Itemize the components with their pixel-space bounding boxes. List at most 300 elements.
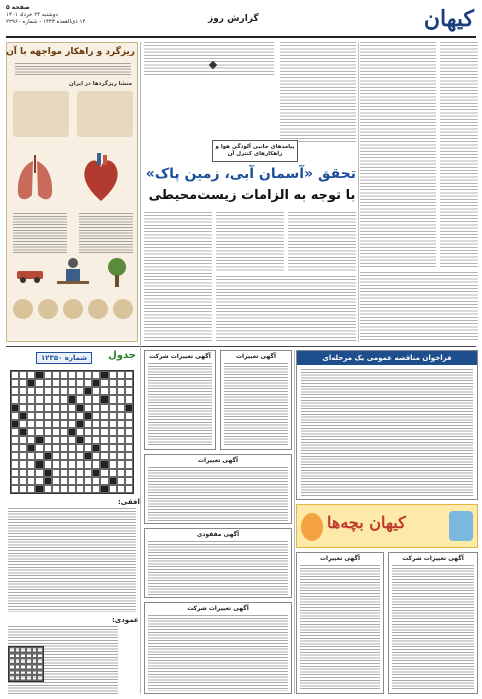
crossword-cell[interactable]	[44, 412, 52, 420]
notice-box	[144, 454, 292, 524]
text-column	[280, 42, 356, 142]
crossword-cell[interactable]	[92, 371, 100, 379]
crossword-cell[interactable]	[100, 387, 108, 395]
crossword-cell[interactable]	[117, 452, 125, 460]
crossword-cell[interactable]	[92, 436, 100, 444]
crossword-cell[interactable]	[27, 395, 35, 403]
crossword-cell[interactable]	[52, 452, 60, 460]
crossword-cell[interactable]	[68, 444, 76, 452]
notice-body	[148, 615, 288, 691]
crossword-cell[interactable]	[44, 404, 52, 412]
tree-icon	[105, 257, 129, 287]
crossword-cell[interactable]	[52, 477, 60, 485]
crossword-cell[interactable]	[117, 379, 125, 387]
crossword-cell[interactable]	[125, 485, 133, 493]
crossword-cell[interactable]	[84, 395, 92, 403]
page-number: صفحه ۵	[6, 4, 30, 11]
crossword-cell[interactable]	[27, 460, 35, 468]
tender-ad	[296, 350, 478, 500]
crossword-cell[interactable]	[76, 452, 84, 460]
crossword-cell[interactable]	[52, 469, 60, 477]
lungs-icon	[15, 155, 55, 205]
crossword-cell[interactable]	[76, 371, 84, 379]
crossword-cell[interactable]	[27, 485, 35, 493]
crossword-cell[interactable]	[60, 412, 68, 420]
crossword-cell[interactable]	[60, 420, 68, 428]
crossword-cell[interactable]	[19, 387, 27, 395]
crossword-cell[interactable]	[11, 469, 19, 477]
crossword-cell[interactable]	[100, 371, 108, 379]
crossword-cell[interactable]	[11, 387, 19, 395]
crossword-cell[interactable]	[92, 395, 100, 403]
crossword-cell[interactable]	[109, 387, 117, 395]
crossword-cell[interactable]	[109, 420, 117, 428]
crossword-cell[interactable]	[35, 379, 43, 387]
crossword-cell[interactable]	[125, 452, 133, 460]
crossword-cell[interactable]	[27, 428, 35, 436]
crossword-cell[interactable]	[125, 436, 133, 444]
crossword-cell[interactable]	[109, 412, 117, 420]
crossword-cell[interactable]	[44, 379, 52, 387]
crossword-cell[interactable]	[84, 477, 92, 485]
crossword-cell[interactable]	[68, 460, 76, 468]
crossword-cell[interactable]	[125, 387, 133, 395]
crossword-cell[interactable]	[19, 371, 27, 379]
crossword-cell[interactable]	[100, 404, 108, 412]
crossword-cell[interactable]	[11, 395, 19, 403]
crossword-cell[interactable]	[117, 485, 125, 493]
car-icon	[15, 265, 45, 283]
clues-horizontal	[8, 508, 136, 612]
kicker-text: پیامدهای جانبی آلودگی هوا و راهکارهای کنترل آن	[215, 144, 295, 157]
crossword-cell[interactable]	[92, 452, 100, 460]
crossword-cell[interactable]	[35, 460, 43, 468]
crossword-cell[interactable]	[76, 477, 84, 485]
crossword-cell[interactable]	[109, 404, 117, 412]
crossword-cell[interactable]	[52, 404, 60, 412]
crossword-cell[interactable]	[125, 420, 133, 428]
crossword-cell[interactable]	[11, 485, 19, 493]
crossword-cell[interactable]	[27, 477, 35, 485]
crossword-cell[interactable]	[109, 436, 117, 444]
infographic-intro	[15, 63, 131, 77]
crossword-cell[interactable]	[52, 412, 60, 420]
crossword-cell[interactable]	[84, 379, 92, 387]
crossword-number: شماره ۱۲۳۵۰	[36, 352, 92, 364]
section-label: گزارش روز	[208, 14, 259, 24]
crossword-cell[interactable]	[60, 395, 68, 403]
crossword-cell[interactable]	[11, 428, 19, 436]
tender-title: فراخوان مناقصه عمومی یک مرحله‌ای	[297, 351, 477, 365]
crossword-cell[interactable]	[11, 379, 19, 387]
crossword-cell[interactable]	[44, 371, 52, 379]
crossword-cell[interactable]	[109, 485, 117, 493]
crossword-cell[interactable]	[60, 387, 68, 395]
tips-row	[13, 299, 133, 335]
crossword-cell[interactable]	[35, 412, 43, 420]
date-line-1: دوشنبه ۲۴ خرداد ۱۴۰۱	[6, 12, 58, 18]
crossword-cell[interactable]	[68, 452, 76, 460]
crossword-cell[interactable]	[117, 436, 125, 444]
crossword-cell[interactable]	[11, 444, 19, 452]
crossword-cell[interactable]	[60, 404, 68, 412]
notice-body	[148, 363, 212, 447]
crossword-cell[interactable]	[11, 420, 19, 428]
crossword-cell[interactable]	[92, 428, 100, 436]
crossword-cell[interactable]	[11, 477, 19, 485]
crossword-cell[interactable]	[125, 460, 133, 468]
crossword-cell[interactable]	[76, 460, 84, 468]
crossword-cell[interactable]	[92, 404, 100, 412]
crossword-cell[interactable]	[68, 420, 76, 428]
notice-box	[296, 552, 384, 694]
kayhan-kids-logo: کیهان بچه‌ها	[327, 513, 406, 532]
crossword-cell[interactable]	[76, 387, 84, 395]
crossword-cell[interactable]	[109, 460, 117, 468]
crossword-grid[interactable]	[10, 370, 134, 494]
crossword-cell[interactable]	[27, 379, 35, 387]
crossword-cell[interactable]	[35, 420, 43, 428]
column-rule	[140, 42, 141, 694]
clues-horizontal-label: افقی:	[118, 498, 140, 506]
crossword-cell[interactable]	[27, 412, 35, 420]
crossword-cell[interactable]	[44, 420, 52, 428]
tip-icon	[63, 299, 83, 319]
crossword-cell[interactable]	[117, 420, 125, 428]
crossword-cell[interactable]	[117, 428, 125, 436]
crossword-cell[interactable]	[52, 387, 60, 395]
headline-line-1: تحقق «آسمان آبی، زمین پاک»	[145, 166, 356, 182]
kayhan-kids-ad	[296, 504, 478, 548]
crossword-cell[interactable]	[76, 412, 84, 420]
crossword-cell[interactable]	[27, 452, 35, 460]
crossword-cell[interactable]	[100, 412, 108, 420]
crossword-cell[interactable]	[52, 371, 60, 379]
text-column	[360, 42, 436, 267]
crossword-cell[interactable]	[125, 412, 133, 420]
crossword-header	[6, 350, 138, 366]
crossword-cell[interactable]	[44, 477, 52, 485]
crossword-cell[interactable]	[109, 444, 117, 452]
crossword-cell[interactable]	[27, 387, 35, 395]
tip-icon	[13, 299, 33, 319]
notice-title: آگهی تغییرات	[197, 457, 239, 464]
crossword-cell[interactable]	[76, 428, 84, 436]
crossword-cell[interactable]	[60, 485, 68, 493]
crossword-cell[interactable]	[44, 460, 52, 468]
crossword-cell[interactable]	[35, 444, 43, 452]
crossword-cell[interactable]	[125, 404, 133, 412]
crossword-cell[interactable]	[19, 477, 27, 485]
crossword-cell[interactable]	[109, 452, 117, 460]
notice-title: آگهی تغییرات شرکت	[149, 353, 211, 360]
notice-title: آگهی تغییرات	[319, 555, 361, 562]
person-at-desk-icon	[53, 255, 93, 291]
crossword-cell[interactable]	[60, 436, 68, 444]
crossword-cell[interactable]	[84, 444, 92, 452]
crossword-cell[interactable]	[100, 420, 108, 428]
notice-body	[392, 565, 474, 691]
tender-body	[301, 369, 473, 497]
crossword-cell[interactable]	[125, 395, 133, 403]
crossword-cell[interactable]	[11, 452, 19, 460]
crossword-cell[interactable]	[44, 395, 52, 403]
crossword-cell[interactable]	[19, 420, 27, 428]
info-panel	[13, 91, 69, 137]
notice-box	[388, 552, 478, 694]
crossword-cell[interactable]	[76, 469, 84, 477]
crossword-cell[interactable]	[68, 404, 76, 412]
crossword-cell[interactable]	[92, 444, 100, 452]
crossword-cell[interactable]	[35, 395, 43, 403]
crossword-cell[interactable]	[35, 469, 43, 477]
kids-illustration	[301, 513, 323, 541]
crossword-cell[interactable]	[117, 460, 125, 468]
crossword-cell[interactable]	[52, 436, 60, 444]
crossword-cell[interactable]	[92, 477, 100, 485]
crossword-cell[interactable]	[109, 469, 117, 477]
crossword-cell[interactable]	[35, 371, 43, 379]
text-column	[216, 212, 284, 272]
crossword-cell[interactable]	[84, 485, 92, 493]
crossword-cell[interactable]	[35, 477, 43, 485]
crossword-cell[interactable]	[44, 444, 52, 452]
crossword-cell[interactable]	[100, 436, 108, 444]
crossword-cell[interactable]	[35, 452, 43, 460]
kids-illustration	[449, 511, 473, 541]
crossword-cell[interactable]	[11, 371, 19, 379]
crossword-cell[interactable]	[60, 460, 68, 468]
masthead	[0, 0, 482, 36]
headline-line-2: با توجه به الزامات زیست‌محیطی	[148, 188, 356, 203]
clues-vertical-label: عمودی:	[112, 616, 139, 624]
notice-box	[144, 528, 292, 598]
crossword-cell[interactable]	[19, 485, 27, 493]
crossword-cell[interactable]	[92, 469, 100, 477]
crossword-cell[interactable]	[117, 371, 125, 379]
crossword-cell[interactable]	[19, 379, 27, 387]
notice-title: آگهی تغییرات شرکت	[187, 605, 249, 612]
crossword-cell[interactable]	[76, 444, 84, 452]
crossword-cell[interactable]	[35, 436, 43, 444]
notice-title: آگهی مفقودی	[196, 531, 240, 538]
crossword-cell[interactable]	[52, 395, 60, 403]
crossword-cell[interactable]	[100, 485, 108, 493]
crossword-cell[interactable]	[84, 387, 92, 395]
crossword-cell[interactable]	[100, 460, 108, 468]
crossword-cell[interactable]	[27, 469, 35, 477]
crossword-cell[interactable]	[117, 395, 125, 403]
crossword-cell[interactable]	[19, 436, 27, 444]
masthead-rule	[6, 36, 476, 38]
crossword-cell[interactable]	[52, 444, 60, 452]
crossword-cell[interactable]	[84, 428, 92, 436]
crossword-cell[interactable]	[35, 404, 43, 412]
crossword-cell[interactable]	[11, 412, 19, 420]
crossword-cell[interactable]	[125, 444, 133, 452]
text-column	[144, 212, 212, 342]
crossword-cell[interactable]	[92, 420, 100, 428]
notice-title: آگهی تغییرات شرکت	[402, 555, 464, 562]
crossword-cell[interactable]	[117, 404, 125, 412]
crossword-cell[interactable]	[100, 444, 108, 452]
crossword-cell[interactable]	[60, 452, 68, 460]
tip-icon	[113, 299, 133, 319]
crossword-cell[interactable]	[52, 428, 60, 436]
crossword-cell[interactable]	[44, 428, 52, 436]
crossword-cell[interactable]	[76, 395, 84, 403]
crossword-cell[interactable]	[60, 444, 68, 452]
notice-body	[148, 541, 288, 595]
crossword-cell[interactable]	[68, 379, 76, 387]
crossword-cell[interactable]	[27, 436, 35, 444]
crossword-cell[interactable]	[60, 477, 68, 485]
crossword-cell[interactable]	[84, 371, 92, 379]
text-column	[216, 276, 356, 342]
info-panel	[77, 91, 133, 137]
crossword-cell[interactable]	[52, 420, 60, 428]
crossword-cell[interactable]	[92, 460, 100, 468]
crossword-cell[interactable]	[84, 412, 92, 420]
crossword-cell[interactable]	[44, 387, 52, 395]
crossword-cell[interactable]	[27, 404, 35, 412]
crossword-cell[interactable]	[125, 379, 133, 387]
infographic-subtitle: منشا ریزگردها در ایران	[69, 81, 132, 87]
crossword-cell[interactable]	[100, 469, 108, 477]
crossword-cell[interactable]	[68, 395, 76, 403]
crossword-cell[interactable]	[109, 371, 117, 379]
crossword-cell[interactable]	[60, 428, 68, 436]
crossword-cell[interactable]	[92, 485, 100, 493]
crossword-cell[interactable]	[100, 379, 108, 387]
text-column	[360, 272, 478, 342]
crossword-cell[interactable]	[117, 477, 125, 485]
crossword-cell[interactable]	[44, 452, 52, 460]
crossword-cell[interactable]	[76, 404, 84, 412]
date-line-2: ۱۴ ذی‌القعده ۱۴۴۳ - شماره ۲۲۹۶۰	[6, 19, 86, 25]
crossword-cell[interactable]	[84, 452, 92, 460]
crossword-cell[interactable]	[44, 485, 52, 493]
column-rule	[294, 350, 295, 694]
crossword-cell[interactable]	[68, 485, 76, 493]
crossword-cell[interactable]	[68, 436, 76, 444]
crossword-cell[interactable]	[92, 387, 100, 395]
crossword-cell[interactable]	[100, 452, 108, 460]
infographic	[6, 42, 138, 342]
crossword-cell[interactable]	[109, 395, 117, 403]
crossword-cell[interactable]	[117, 387, 125, 395]
crossword-cell[interactable]	[100, 395, 108, 403]
crossword-cell[interactable]	[27, 420, 35, 428]
crossword-cell[interactable]	[92, 412, 100, 420]
crossword-cell[interactable]	[68, 371, 76, 379]
notice-box	[144, 350, 216, 450]
crossword-cell[interactable]	[19, 444, 27, 452]
crossword-cell[interactable]	[76, 379, 84, 387]
crossword-cell[interactable]	[11, 436, 19, 444]
crossword-cell[interactable]	[11, 460, 19, 468]
crossword-cell[interactable]	[84, 460, 92, 468]
info-text	[13, 213, 67, 253]
crossword-cell[interactable]	[60, 379, 68, 387]
crossword-cell[interactable]	[109, 428, 117, 436]
crossword-cell[interactable]	[44, 469, 52, 477]
info-text	[79, 213, 133, 253]
crossword-cell[interactable]	[19, 395, 27, 403]
tip-icon	[88, 299, 108, 319]
crossword-cell[interactable]	[92, 379, 100, 387]
crossword-cell[interactable]	[84, 420, 92, 428]
feature-kicker	[212, 140, 298, 162]
tip-icon	[38, 299, 58, 319]
sudoku-mini-grid	[8, 646, 44, 682]
crossword-cell[interactable]	[52, 460, 60, 468]
infographic-title: ریزگرد و راهکار مواجهه با آن	[6, 47, 135, 57]
crossword-cell[interactable]	[27, 444, 35, 452]
crossword-cell[interactable]	[76, 436, 84, 444]
heart-icon	[79, 153, 123, 205]
text-column	[144, 42, 274, 76]
crossword-cell[interactable]	[35, 485, 43, 493]
crossword-cell[interactable]	[19, 412, 27, 420]
crossword-cell[interactable]	[76, 485, 84, 493]
crossword-cell[interactable]	[60, 371, 68, 379]
crossword-cell[interactable]	[109, 379, 117, 387]
crossword-cell[interactable]	[68, 469, 76, 477]
crossword-cell[interactable]	[19, 460, 27, 468]
crossword-cell[interactable]	[100, 477, 108, 485]
crossword-cell[interactable]	[44, 436, 52, 444]
crossword-cell[interactable]	[117, 444, 125, 452]
crossword-cell[interactable]	[117, 412, 125, 420]
crossword-cell[interactable]	[84, 436, 92, 444]
crossword-cell[interactable]	[100, 428, 108, 436]
crossword-cell[interactable]	[35, 387, 43, 395]
crossword-cell[interactable]	[60, 469, 68, 477]
crossword-cell[interactable]	[125, 477, 133, 485]
crossword-cell[interactable]	[27, 371, 35, 379]
crossword-cell[interactable]	[11, 404, 19, 412]
crossword-cell[interactable]	[68, 428, 76, 436]
crossword-cell[interactable]	[19, 428, 27, 436]
crossword-cell[interactable]	[19, 469, 27, 477]
text-column	[440, 42, 478, 267]
crossword-cell[interactable]	[84, 469, 92, 477]
crossword-cell[interactable]	[35, 428, 43, 436]
section-rule	[6, 346, 476, 347]
notice-box	[144, 602, 292, 694]
column-rule	[358, 42, 359, 342]
crossword-cell[interactable]	[68, 387, 76, 395]
crossword-cell[interactable]	[68, 412, 76, 420]
crossword-cell[interactable]	[109, 477, 117, 485]
notice-body	[224, 363, 288, 447]
crossword-cell[interactable]	[19, 452, 27, 460]
crossword-cell[interactable]	[84, 404, 92, 412]
crossword-cell[interactable]	[125, 469, 133, 477]
crossword-cell[interactable]	[125, 428, 133, 436]
crossword-cell[interactable]	[125, 371, 133, 379]
crossword-cell[interactable]	[117, 469, 125, 477]
crossword-cell[interactable]	[68, 477, 76, 485]
crossword-cell[interactable]	[52, 379, 60, 387]
crossword-cell[interactable]	[76, 420, 84, 428]
notice-title: آگهی تغییرات	[235, 353, 277, 360]
kayhan-logo: کیهان	[423, 6, 474, 32]
notice-body	[300, 565, 380, 691]
crossword-cell[interactable]	[19, 404, 27, 412]
crossword-cell[interactable]	[52, 485, 60, 493]
